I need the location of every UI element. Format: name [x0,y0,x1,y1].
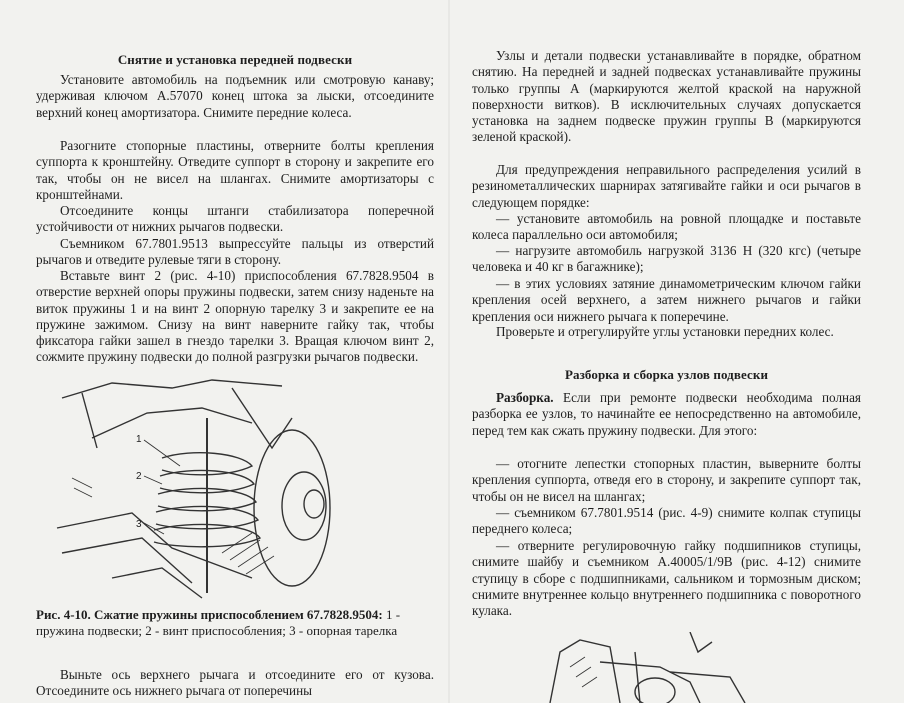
lead-bold: Разборка. [496,390,554,405]
figure-caption [36,607,434,638]
list-item: — в этих условиях затяние динамометрическим ключом гайки крепления осей верхнего, а затем нижнего рычагов и гайки крепления оси нижнего рычага к поперечине. [472,276,861,324]
section-heading-removal: Снятие и установка передней подвески [117,52,353,67]
list-item: — съемником 67.7801.9514 (рис. 4-9) снимите колпак ступицы переднего колеса; [472,505,861,537]
hub-figure [540,632,760,703]
page-fold [448,0,450,703]
list-item: — отверните регулировочную гайку подшипников ступицы, снимите шайбу и съемником А.40005/1/9В (рис. 4-12) снимите ступицу в сборе с подшипниками, сальником и тормозным диском; снимите внутреннее кольцо внутреннего подшипника с поворотного кулака. [472,538,861,619]
paragraph-lead [472,390,861,439]
paragraph: Съемником 67.7801.9513 выпрессуйте пальцы из отверстий рычагов и отведите рулевые тяги в сторону. [36,236,434,268]
lead-rest: Если при ремонте подвески необходима полная разборка ее узлов, то начинайте ее непосредственно на автомобиле, перед тем как сжать пружину подвески. Для этого: [472,390,861,438]
figure-label-2: 2 [136,471,142,482]
paragraph: Узлы и детали подвески устанавливайте в порядке, обратном снятию. На передней и задней подвесках устанавливайте пружины только группы А (маркируются желтой краской на наружной поверхности витков). В исключительных случаях допускается установка на заднем подвеске пружин группы В (маркируются зеленой краской). [472,48,861,145]
list-item: — нагрузите автомобиль нагрузкой 3136 Н (320 кгс) (четыре человека и 40 кг в багажнике); [472,243,861,275]
list-item: — установите автомобиль на ровной площадке и поставьте колеса параллельно оси автомобиля; [472,211,861,243]
paragraph: Отсоедините концы штанги стабилизатора поперечной устойчивости от нижних рычагов подвески. [36,203,434,235]
paragraph: Вставьте винт 2 (рис. 4-10) приспособления 67.7828.9504 в отверстие верхней опоры пружины подвески, затем снизу наденьте на виток пружины 1 и на винт 2 опорную тарелку 3 и закрепите ее на пружине зажимом. Снизу на винт наверните гайку так, чтобы фиксатора гайки зашел в гнездо тарелки 3. Вращая ключом винт 2, сожмите пружину подвески до полной разгрузки рычагов подвески. [36,268,434,365]
paragraph: Для предупреждения неправильного распределения усилий в резинометаллических шарнирах затягивайте гайки и оси рычагов в следующем порядке: [472,162,861,210]
figure-label-1: 1 [136,434,142,445]
caption-title: Рис. 4-10. Сжатие пружины приспособлением 67.7828.9504: [36,607,383,622]
figure-label-3: 3 [136,519,142,530]
paragraph: Выньте ось верхнего рычага и отсоедините его от кузова. Отсоедините ось нижнего рычага от поперечины [36,667,434,699]
paragraph: Установите автомобиль на подъемник или смотровую канаву; удерживая ключом А.57070 конец штока за лыски, отсоедините верхний конец амортизатора. Снимите передние колеса. [36,72,434,120]
section-heading-disassembly: Разборка и сборка узлов подвески [564,367,769,382]
paragraph: Разогните стопорные пластины, отверните болты крепления суппорта к кронштейну. Отведите суппорт в сторону и закрепите его так, чтобы он не висел на шлангах. Снимите амортизаторы с кронштейнами. [36,138,434,202]
caption-text: 1 - пружина подвески; 2 - винт приспособления; 3 - опорная тарелка [36,607,401,638]
suspension-spring-figure [52,378,352,600]
list-item: — отогните лепестки стопорных пластин, выверните болты крепления суппорта, отведя его в сторону, и закрепите суппорт так, чтобы он не висел на шлангах; [472,456,861,504]
paragraph: Проверьте и отрегулируйте углы установки передних колес. [496,324,834,339]
